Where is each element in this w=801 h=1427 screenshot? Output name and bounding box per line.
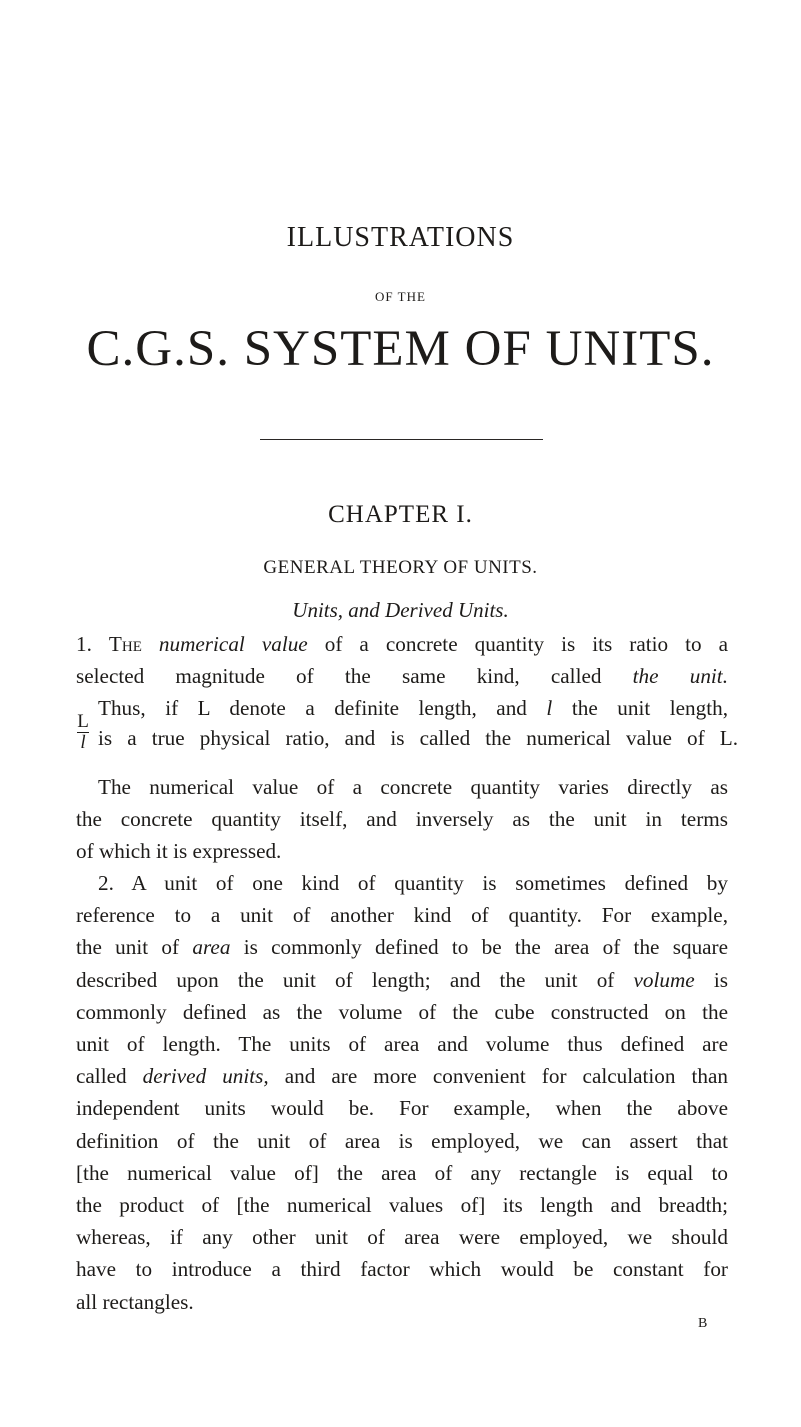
- fraction-denominator: l: [80, 732, 86, 753]
- text-line: selected magnitude of the same kind, called the unit.: [76, 664, 728, 689]
- fraction-numerator: L: [77, 711, 89, 732]
- chapter-heading: CHAPTER I.: [328, 501, 473, 528]
- title-of-the: OF THE: [375, 289, 426, 304]
- fraction-l-over-l: [76, 712, 90, 753]
- text-line: 1. The numerical value of a concrete quantity is its ratio to a: [76, 632, 729, 656]
- text-line: all rectangles.: [76, 1289, 194, 1314]
- text-line: [the numerical value of] the area of any rectangle is equal to: [76, 1160, 728, 1185]
- text-line: The numerical value of a concrete quantity varies directly as: [98, 775, 728, 799]
- paragraph-3: [76, 867, 728, 1318]
- text-line: the product of [the numerical values of] its length and breadth;: [76, 1193, 728, 1218]
- paragraph-2: [76, 771, 728, 868]
- text-line: commonly defined as the volume of the cube constructed on the: [76, 999, 728, 1024]
- emphasis: numerical value: [158, 632, 308, 656]
- emphasis: volume: [633, 967, 695, 992]
- text-line: definition of the unit of area is employed, we can assert that: [76, 1128, 728, 1153]
- text-line: whereas, if any other unit of area were employed, we should: [76, 1225, 728, 1250]
- text-line: have to introduce a third factor which would be constant for: [76, 1257, 728, 1282]
- text-line: described upon the unit of length; and the unit of volume is: [76, 967, 729, 992]
- fraction-text: is a true physical ratio, and is called the numerical value of L.: [98, 726, 738, 750]
- text-line: unit of length. The units of area and volume thus defined are: [76, 1032, 728, 1057]
- text-line: called derived units, and are more convenient for calculation than: [76, 1064, 728, 1089]
- fraction-line: [76, 712, 736, 772]
- section-subtitle: Units, and Derived Units.: [292, 598, 509, 622]
- text-line: Thus, if L denote a definite length, and l the unit length,: [98, 696, 728, 721]
- emphasis: derived units,: [142, 1064, 269, 1089]
- title-illustrations: ILLUSTRATIONS: [286, 222, 515, 253]
- text-line: the unit of area is commonly defined to be the area of the square: [76, 935, 729, 960]
- paragraph-1: [76, 628, 728, 725]
- section-title: GENERAL THEORY OF UNITS.: [263, 557, 538, 578]
- text-line: of which it is expressed.: [76, 839, 282, 864]
- text-line: reference to a unit of another kind of quantity. For example,: [76, 903, 728, 928]
- text-line: independent units would be. For example, when the above: [76, 1096, 728, 1121]
- emphasis: the unit.: [632, 664, 728, 689]
- title-main: C.G.S. SYSTEM OF UNITS.: [86, 321, 715, 377]
- lead-word: The: [108, 632, 142, 656]
- signature-mark: B: [698, 1316, 709, 1331]
- emphasis: l: [546, 696, 553, 721]
- emphasis: area: [192, 935, 231, 960]
- text-line: the concrete quantity itself, and inversely as the unit in terms: [76, 807, 728, 832]
- text-line: 2. A unit of one kind of quantity is sometimes defined by: [98, 871, 728, 895]
- title-divider: [260, 439, 543, 440]
